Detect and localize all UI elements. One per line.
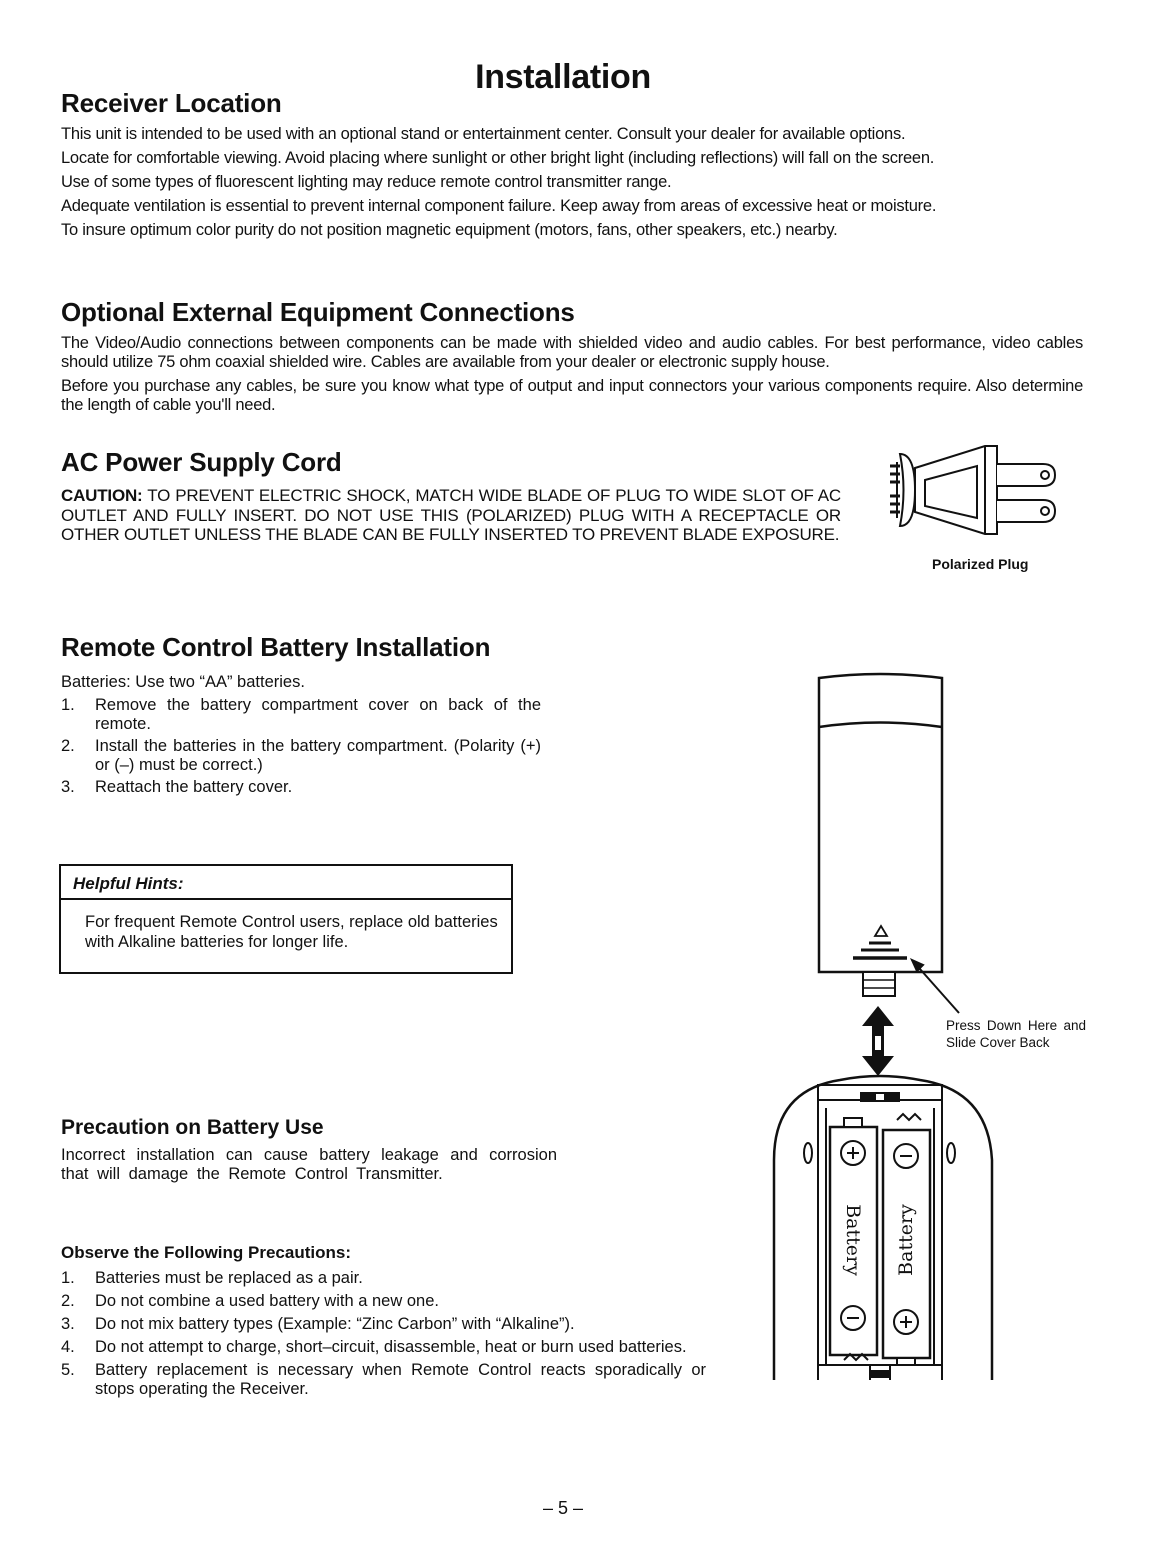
battery-intro: Batteries: Use two “AA” batteries. <box>61 673 305 691</box>
section-observe-precautions <box>61 1243 706 1403</box>
helpful-hints-box <box>59 864 513 974</box>
page-title: Installation <box>475 58 651 96</box>
list-item: 5. Battery replacement is necessary when Remote Control reacts sporadically or stops operating the Receiver. <box>61 1361 706 1398</box>
ac-power-heading: AC Power Supply Cord <box>61 447 342 477</box>
receiver-paragraph: Adequate ventilation is essential to prevent internal component failure. Keep away from areas of excessive heat or moisture. <box>61 197 937 215</box>
caution-label: CAUTION: <box>61 486 143 505</box>
list-item: 1. Remove the battery compartment cover on back of the remote. <box>61 696 541 733</box>
list-item: 3. Reattach the battery cover. <box>61 778 293 796</box>
list-item: 2. Install the batteries in the battery compartment. (Polarity (+) or (–) must be correct.) <box>61 737 541 774</box>
helpful-hints-title: Helpful Hints: <box>61 866 511 900</box>
section-battery-installation <box>61 632 541 797</box>
connections-paragraph: Before you purchase any cables, be sure you know what type of output and input connectors your various components require. Also determine the length of cable you'll need. <box>61 377 1083 414</box>
precautions-list <box>61 1269 706 1399</box>
section-precaution <box>61 1116 557 1184</box>
list-item: 2. Do not combine a used battery with a new one. <box>61 1292 439 1310</box>
battery-label-left: Battery <box>842 1204 864 1276</box>
receiver-paragraph: Locate for comfortable viewing. Avoid placing where sunlight or other bright light (including reflections) will fall on the screen. <box>61 149 935 167</box>
battery-installation-heading: Remote Control Battery Installation <box>61 632 491 662</box>
remote-battery-diagram <box>760 660 1100 1380</box>
list-item: 4. Do not attempt to charge, short–circuit, disassemble, heat or burn used batteries. <box>61 1338 687 1356</box>
connections-paragraph: The Video/Audio connections between components can be made with shielded video and audio cables. For best performance, video cables should utilize 75 ohm coaxial shielded wire. Cables are available from your dealer or electronic supply house. <box>61 334 1083 371</box>
installation-steps <box>61 696 541 797</box>
list-item: 1. Batteries must be replaced as a pair. <box>61 1269 363 1287</box>
caution-body: TO PREVENT ELECTRIC SHOCK, MATCH WIDE BLADE OF PLUG TO WIDE SLOT OF AC OUTLET AND FULLY INSERT. DO NOT USE THIS (POLARIZED) PLUG WITH A RECEPTACLE OR OTHER OUTLET UNLESS THE BLADE CAN BE FULLY INSERTED TO PREVENT BLADE EXPOSURE. <box>61 486 841 544</box>
list-item: 3. Do not mix battery types (Example: “Zinc Carbon” with “Alkaline”). <box>61 1315 575 1333</box>
battery-label-right: Battery <box>895 1204 917 1276</box>
precaution-heading: Precaution on Battery Use <box>61 1116 324 1139</box>
section-receiver-location <box>61 88 1083 245</box>
press-down-callout: Press Down Here and Slide Cover Back <box>946 1018 1086 1050</box>
precaution-text: Incorrect installation can cause battery leakage and corrosion that will damage the Remote Control Transmitter. <box>61 1146 557 1183</box>
section-external-connections <box>61 297 1083 420</box>
caution-text <box>61 486 841 545</box>
helpful-hints-text: For frequent Remote Control users, replace old batteries with Alkaline batteries for longer life. <box>85 913 498 951</box>
external-connections-heading: Optional External Equipment Connections <box>61 297 575 327</box>
page-number: – 5 – <box>542 1498 584 1518</box>
observe-precautions-heading: Observe the Following Precautions: <box>61 1243 351 1262</box>
plug-caption: Polarized Plug <box>932 556 1029 572</box>
section-ac-power <box>61 447 841 545</box>
receiver-location-heading: Receiver Location <box>61 88 282 118</box>
receiver-paragraph: Use of some types of fluorescent lighting may reduce remote control transmitter range. <box>61 173 672 191</box>
receiver-paragraph: To insure optimum color purity do not position magnetic equipment (motors, fans, other speakers, etc.) nearby. <box>61 221 838 239</box>
receiver-paragraph: This unit is intended to be used with an optional stand or entertainment center. Consult your dealer for available options. <box>61 125 906 143</box>
polarized-plug-icon <box>885 444 1070 544</box>
